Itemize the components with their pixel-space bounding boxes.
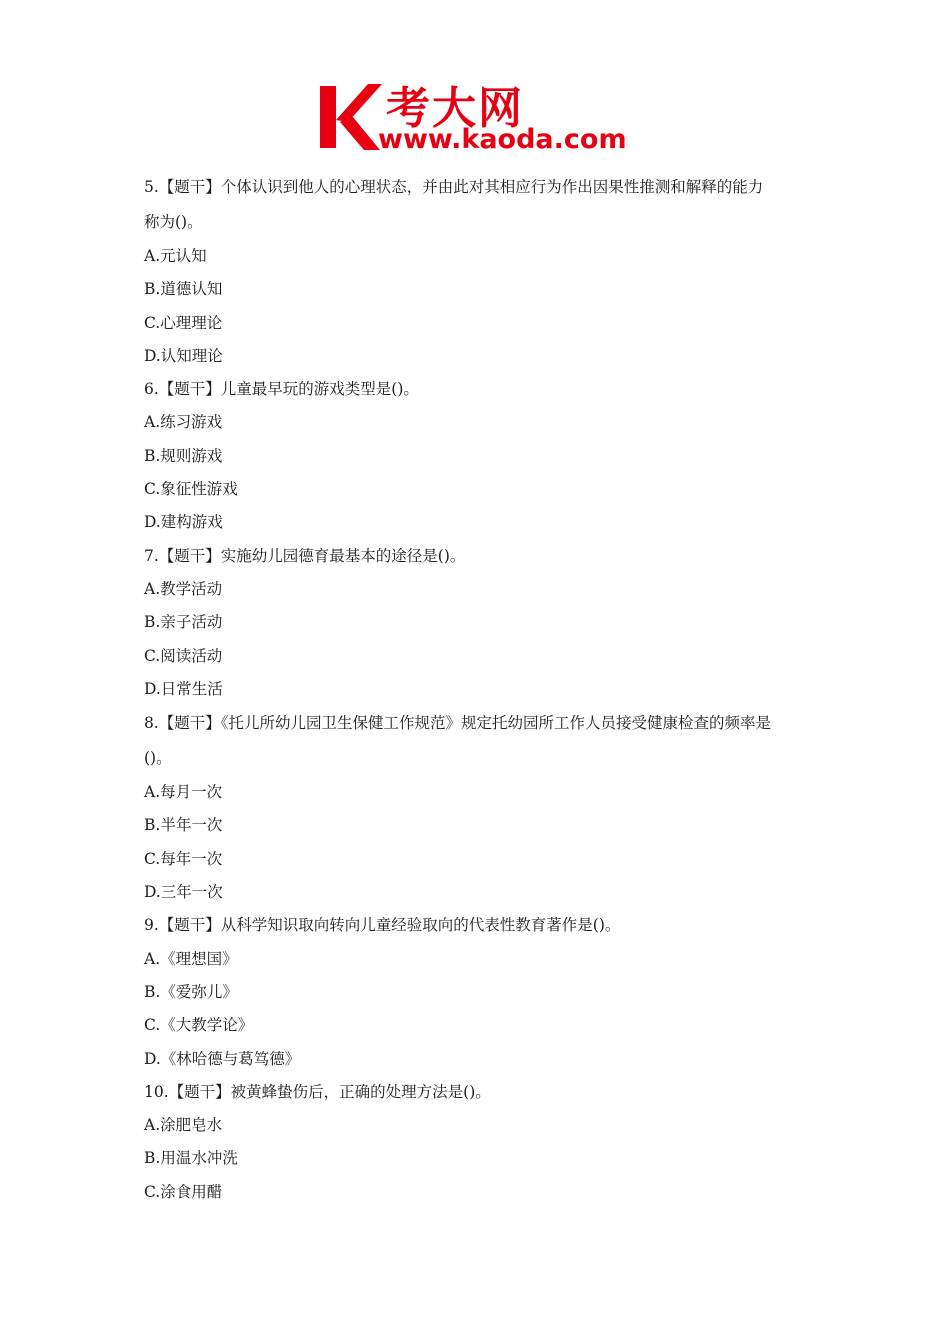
question-list: [144, 170, 814, 1209]
option-a: A.《理想国》: [144, 949, 238, 968]
question-stem: 10.【题干】被黄蜂蛰伤后，正确的处理方法是()。: [144, 1082, 491, 1101]
option-c: C.《大教学论》: [144, 1016, 254, 1035]
option-d: D.认知理论: [144, 346, 223, 365]
option-a: A.元认知: [144, 247, 207, 265]
option-b: B.半年一次: [144, 816, 223, 835]
option-c: C.象征性游戏: [144, 480, 238, 499]
option-d: D.三年一次: [144, 883, 223, 902]
option-c: C.每年一次: [144, 849, 223, 868]
question-9: [144, 909, 814, 1075]
question-stem: 5.【题干】个体认识到他人的心理状态，并由此对其相应行为作出因果性推测和解释的能力: [144, 178, 764, 196]
logo-brand-text: 考大网: [386, 83, 524, 134]
option-c: C.阅读活动: [144, 646, 223, 665]
kaoda-logo: [318, 78, 648, 158]
question-stem: 7.【题干】实施幼儿园德育最基本的途径是()。: [144, 546, 466, 565]
option-d: D.建构游戏: [144, 513, 223, 532]
question-stem-continued: 称为()。: [144, 213, 203, 231]
option-a: A.教学活动: [144, 579, 223, 598]
question-stem: 9.【题干】从科学知识取向转向儿童经验取向的代表性教育著作是()。: [144, 916, 621, 935]
option-b: B.规则游戏: [144, 446, 223, 465]
question-10: [144, 1076, 814, 1209]
question-5: [144, 170, 814, 373]
option-b: B.道德认知: [144, 280, 223, 299]
question-stem: 8.【题干】《托儿所幼儿园卫生保健工作规范》规定托幼园所工作人员接受健康检查的频率是: [144, 714, 772, 733]
option-a: A.练习游戏: [144, 413, 223, 432]
option-a: A.涂肥皂水: [144, 1116, 223, 1135]
option-b: B.用温水冲洗: [144, 1149, 238, 1168]
logo-k-mark-icon: [318, 82, 382, 152]
question-stem: 6.【题干】儿童最早玩的游戏类型是()。: [144, 380, 419, 399]
option-c: C.心理理论: [144, 313, 223, 332]
option-b: B.亲子活动: [144, 613, 223, 632]
option-a: A.每月一次: [144, 783, 223, 802]
option-d: D.《林哈德与葛笃德》: [144, 1049, 301, 1068]
logo-url-text: www.kaoda.com: [378, 124, 627, 155]
question-stem-continued: ()。: [144, 749, 172, 768]
question-8: [144, 706, 814, 909]
question-6: [144, 373, 814, 539]
question-7: [144, 540, 814, 706]
option-b: B.《爱弥儿》: [144, 982, 238, 1001]
option-c: C.涂食用醋: [144, 1182, 223, 1201]
option-d: D.日常生活: [144, 679, 223, 698]
